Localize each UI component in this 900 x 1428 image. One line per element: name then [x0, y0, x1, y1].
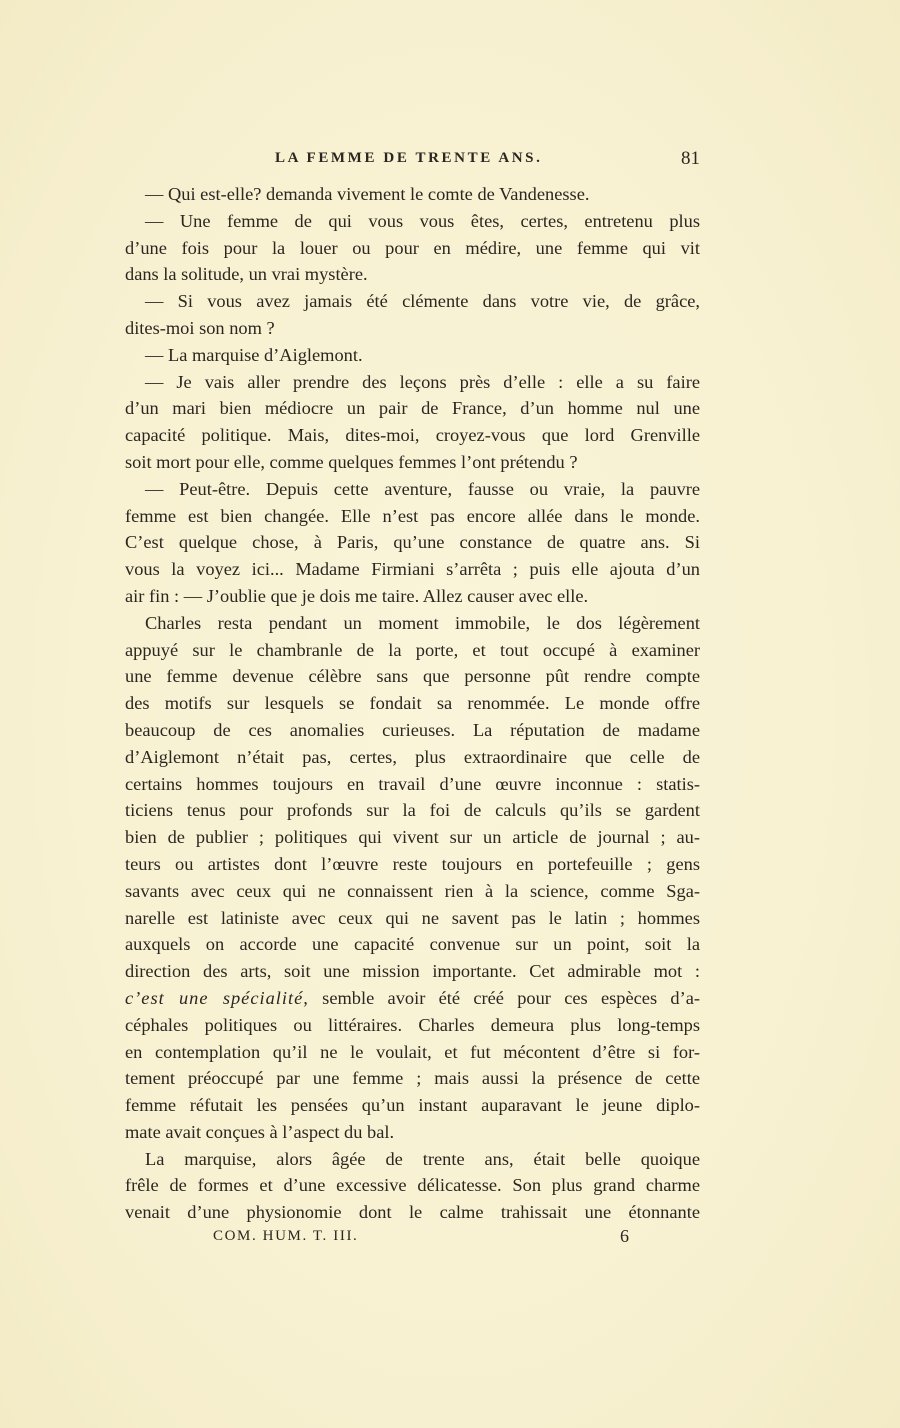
text-line: bien de publier ; politiques qui vivent sur un article de journal ; au-	[125, 827, 700, 848]
text-line: air fin : — J’oublie que je dois me taire. Allez causer avec elle.	[125, 585, 589, 606]
text-line: appuyé sur le chambranle de la porte, et tout occupé à examiner	[125, 639, 700, 660]
text-line	[125, 985, 700, 1012]
text-line: vous la voyez ici... Madame Firmiani s’arrêta ; puis elle ajouta d’un	[125, 559, 700, 580]
text-line: auxquels on accorde une capacité convenue sur un point, soit la	[125, 934, 700, 955]
text-line: — Qui est-elle? demanda vivement le comte de Vandenesse.	[145, 184, 590, 204]
text-line: des motifs sur lesquels se fondait sa renommée. Le monde offre	[125, 693, 700, 714]
text-line: capacité politique. Mais, dites-moi, croyez-vous que lord Grenville	[125, 425, 700, 446]
page-number: 81	[681, 148, 700, 169]
text-line: certains hommes toujours en travail d’une œuvre inconnue : statis-	[125, 773, 700, 794]
text-line: C’est quelque chose, à Paris, qu’une constance de quatre ans. Si	[125, 532, 700, 553]
text-line: frêle de formes et d’une excessive délicatesse. Son plus grand charme	[125, 1175, 700, 1196]
page-footer	[125, 1228, 700, 1252]
text-line: — Une femme de qui vous vous êtes, certes, entretenu plus	[145, 210, 700, 231]
text-line: — Si vous avez jamais été clémente dans votre vie, de grâce,	[145, 291, 700, 312]
text-line: ticiens tenus pour profonds sur la foi de calculs qu’ils se gardent	[125, 800, 700, 821]
text-line: céphales politiques ou littéraires. Charles demeura plus long-temps	[125, 1014, 700, 1035]
text-line: — La marquise d’Aiglemont.	[145, 344, 363, 365]
text-line: tement préoccupé par une femme ; mais aussi la présence de cette	[125, 1068, 700, 1089]
signature-mark: COM. HUM. T. III.	[213, 1228, 359, 1244]
text-line: d’un mari bien médiocre un pair de France, d’un homme nul une	[125, 398, 700, 419]
body-text	[125, 181, 700, 1226]
text-line: dans la solitude, un vrai mystère.	[125, 264, 368, 285]
text-line: — Peut-être. Depuis cette aventure, fausse ou vraie, la pauvre	[145, 478, 700, 499]
text-line: mate avait conçues à l’aspect du bal.	[125, 1121, 395, 1142]
text-line: une femme devenue célèbre sans que personne pût rendre compte	[125, 666, 700, 687]
text-line: beaucoup de ces anomalies curieuses. La réputation de madame	[125, 719, 700, 740]
running-header	[125, 150, 700, 174]
text-line: dites-moi son nom ?	[125, 317, 275, 338]
running-title: LA FEMME DE TRENTE ANS.	[275, 150, 543, 166]
text-line: d’Aiglemont n’était pas, certes, plus extraordinaire que celle de	[125, 746, 700, 767]
italic-phrase: c’est une spécialité,	[125, 987, 309, 1008]
sheet-number: 6	[620, 1226, 629, 1246]
text-line: savants avec ceux qui ne connaissent rien à la science, comme Sga-	[125, 880, 700, 901]
text-line: teurs ou artistes dont l’œuvre reste toujours en portefeuille ; gens	[125, 853, 700, 874]
text-line: — Je vais aller prendre des leçons près d’elle : elle a su faire	[145, 371, 700, 392]
text-line: Charles resta pendant un moment immobile, le dos légèrement	[145, 612, 700, 633]
line-text: semble avoir été créé pour ces espèces d’a-	[308, 987, 700, 1008]
text-line: venait d’une physionomie dont le calme trahissait une étonnante	[125, 1202, 700, 1223]
text-line: femme réfutait les pensées qu’un instant auparavant le jeune diplo-	[125, 1095, 700, 1116]
text-line: d’une fois pour la louer ou pour en médire, une femme qui vit	[125, 237, 700, 258]
text-line: en contemplation qu’il ne le voulait, et fut mécontent d’être si for-	[125, 1041, 700, 1062]
text-line: femme est bien changée. Elle n’est pas encore allée dans le monde.	[125, 505, 700, 526]
text-line: La marquise, alors âgée de trente ans, était belle quoique	[145, 1148, 700, 1169]
text-line: narelle est latiniste avec ceux qui ne savent pas le latin ; hommes	[125, 907, 700, 928]
text-line: soit mort pour elle, comme quelques femmes l’ont prétendu ?	[125, 451, 578, 472]
text-line: direction des arts, soit une mission importante. Cet admirable mot :	[125, 961, 700, 982]
